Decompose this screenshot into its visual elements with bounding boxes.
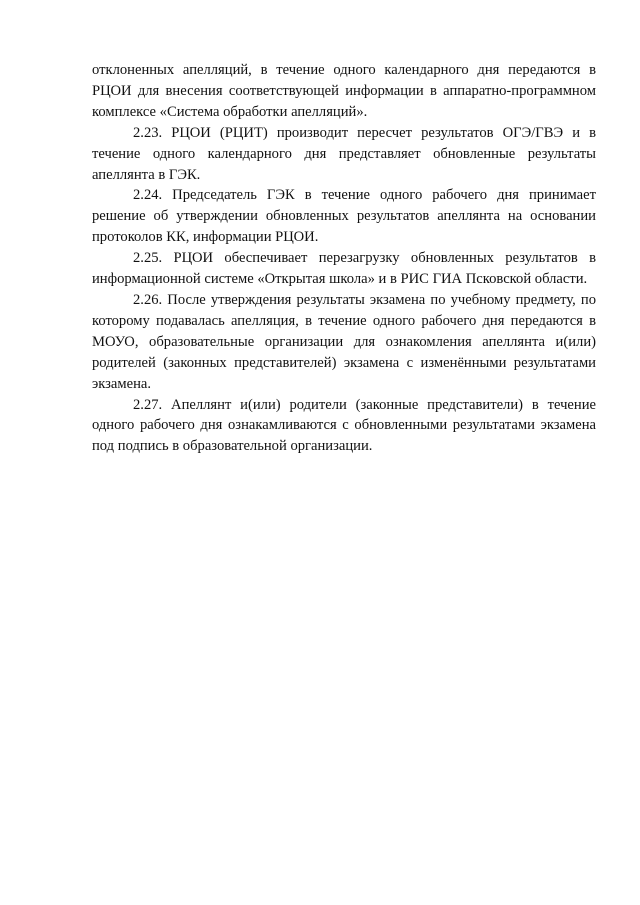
paragraph-2-26: 2.26. После утверждения результаты экзамена по учебному предмету, по которому подавалась апелляция, в течение одного рабочего дня передаются в МОУО, образовательные организации для ознакомления апеллянта и(или) родителей (законных представителей) экзамена с изменёнными результатами экзамена.: [92, 291, 596, 392]
paragraph-continuation: отклоненных апелляций, в течение одного календарного дня передаются в РЦОИ для внесения соответствующей информации в аппаратно-программном комплексе «Система обработки апелляций».: [92, 62, 596, 120]
document-body: [92, 60, 596, 457]
paragraph-2-23: 2.23. РЦОИ (РЦИТ) производит пересчет результатов ОГЭ/ГВЭ и в течение одного календарного дня представляет обновленные результаты апеллянта в ГЭК.: [92, 124, 596, 183]
paragraph-2-25: 2.25. РЦОИ обеспечивает перезагрузку обновленных результатов в информационной системе «Открытая школа» и в РИС ГИА Псковской области.: [92, 250, 596, 288]
paragraph-2-27: 2.27. Апеллянт и(или) родители (законные представители) в течение одного рабочего дня ознакамливаются с обновленными результатами экзамена под подпись в образовательной организации.: [92, 396, 596, 455]
paragraph-2-24: 2.24. Председатель ГЭК в течение одного рабочего дня принимает решение об утверждении обновленных результатов апеллянта на основании протоколов КК, информации РЦОИ.: [92, 187, 596, 246]
